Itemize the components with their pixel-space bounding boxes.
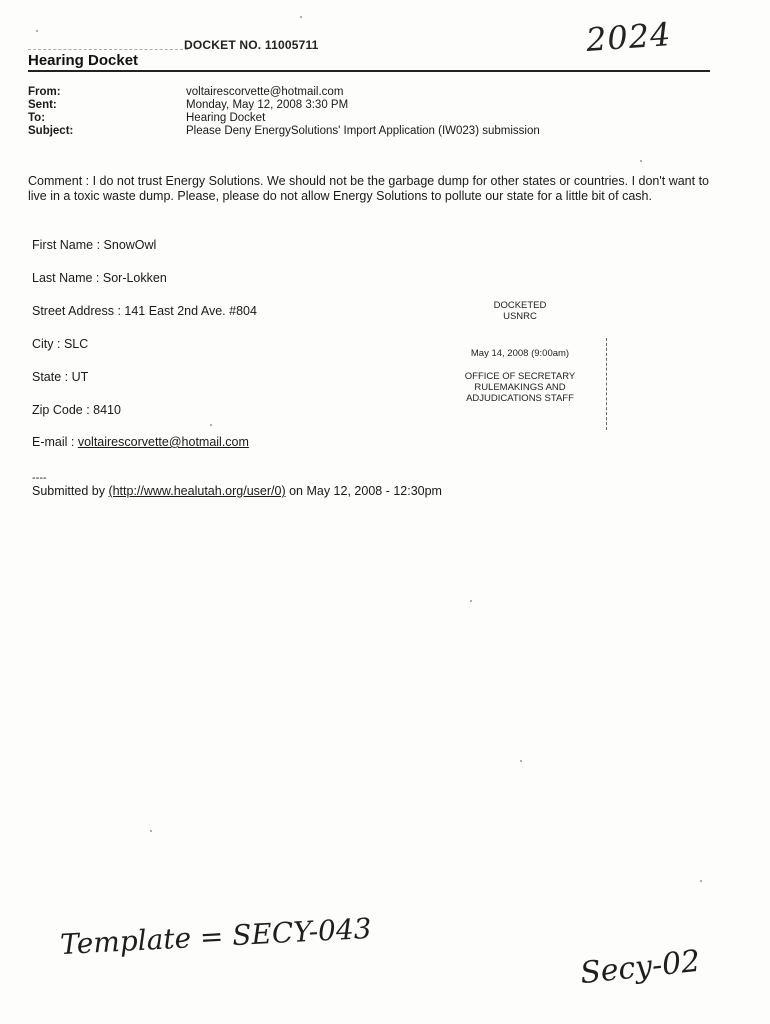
scan-speck [36, 30, 38, 32]
email-meta [28, 86, 540, 138]
email-link[interactable]: voltairescorvette@hotmail.com [77, 435, 249, 449]
from-label: From: [28, 86, 61, 98]
submitted-suffix: on May 12, 2008 - 12:30pm [285, 484, 442, 498]
page-title: Hearing Docket [28, 52, 139, 69]
subject-row [28, 125, 540, 138]
docketed-stamp [444, 300, 596, 404]
first-name: First Name : SnowOwl [32, 238, 157, 252]
to-value: Hearing Docket [186, 112, 266, 124]
sent-label: Sent: [28, 99, 57, 111]
separator: ---- [32, 472, 47, 484]
stamp-date: May 14, 2008 (9:00am) [470, 348, 570, 359]
docket-dash-line [28, 49, 188, 50]
scan-speck [640, 160, 642, 162]
stamp-adjudications: ADJUDICATIONS STAFF [466, 393, 574, 404]
scan-speck [300, 16, 302, 18]
from-row [28, 86, 540, 99]
comment-text: Comment : I do not trust Energy Solutions. We should not be the garbage dump for other states or countries. I don't want to live in a toxic waste dump. Please, please do not allow Energy Solutions to pollute our state for a little bit of cash. [28, 174, 710, 203]
zip-code: Zip Code : 8410 [32, 403, 121, 417]
stamp-usnrc: USNRC [503, 311, 537, 322]
to-row [28, 112, 540, 125]
handwritten-template-note: Template = SECY-043 [59, 911, 373, 962]
stamp-office: OFFICE OF SECRETARY [464, 371, 576, 382]
submitted-link[interactable]: (http://www.healutah.org/user/0) [108, 484, 286, 498]
scan-speck [210, 424, 212, 426]
submitted-prefix: Submitted by [32, 484, 109, 498]
last-name: Last Name : Sor-Lokken [32, 271, 167, 285]
scan-speck [520, 760, 522, 762]
docket-number: DOCKET NO. 11005711 [184, 38, 319, 52]
handwritten-secy-note: Secy-02 [578, 943, 702, 992]
street-address: Street Address : 141 East 2nd Ave. #804 [32, 304, 257, 318]
submitted-line [32, 484, 442, 498]
email-row [32, 435, 249, 449]
subject-label: Subject: [28, 125, 74, 137]
subject-value: Please Deny EnergySolutions' Import Application (IW023) submission [186, 125, 540, 137]
sent-value: Monday, May 12, 2008 3:30 PM [186, 99, 349, 111]
city: City : SLC [32, 337, 89, 351]
sent-row [28, 99, 540, 112]
stamp-docketed: DOCKETED [493, 300, 547, 311]
scan-speck [700, 880, 702, 882]
handwritten-number: 2024 [584, 15, 673, 59]
from-value: voltairescorvette@hotmail.com [186, 86, 344, 98]
header-rule [28, 70, 710, 72]
email-label: E-mail : [32, 435, 78, 449]
scan-speck [150, 830, 152, 832]
stamp-rulemakings: RULEMAKINGS AND [474, 382, 566, 393]
scan-speck [470, 600, 472, 602]
stamp-border [606, 338, 608, 430]
to-label: To: [28, 112, 46, 124]
state: State : UT [32, 370, 89, 384]
